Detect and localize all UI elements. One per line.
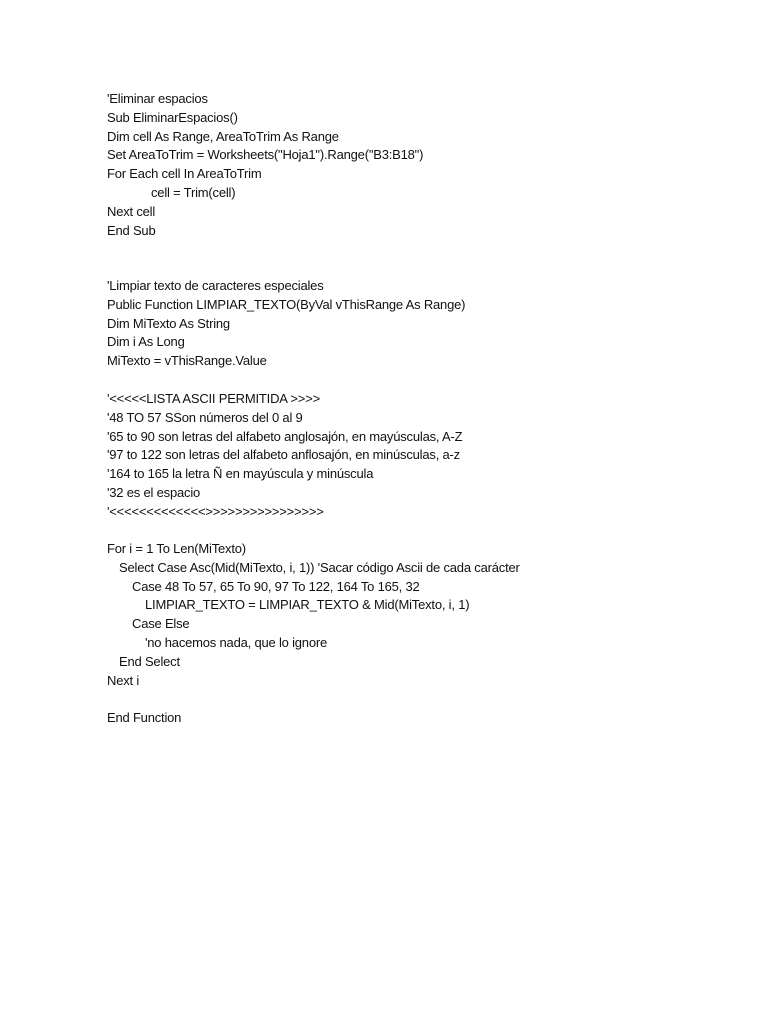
end-select-statement: End Select bbox=[119, 653, 180, 669]
end-function-statement: End Function bbox=[107, 710, 182, 725]
code-limpiar-texto-header bbox=[107, 277, 465, 371]
next-statement: Next i bbox=[107, 672, 140, 688]
comment-line: '<<<<<<<<<<<<<>>>>>>>>>>>>>>>> bbox=[107, 503, 324, 519]
comment-line: 'Limpiar texto de caracteres especiales bbox=[107, 278, 324, 293]
next-statement: Next cell bbox=[107, 203, 156, 219]
case-else-statement: Case Else bbox=[132, 616, 190, 632]
end-sub-statement: End Sub bbox=[107, 222, 156, 238]
comment-line: '<<<<<LISTA ASCII PERMITIDA >>>> bbox=[107, 391, 320, 406]
for-each-statement: For Each cell In AreaToTrim bbox=[107, 166, 262, 182]
comment-line: '164 to 165 la letra Ñ en mayúscula y minúscula bbox=[107, 466, 374, 482]
set-statement: Set AreaToTrim = Worksheets("Hoja1").Range("B3:B18") bbox=[107, 147, 424, 163]
function-declaration: Public Function LIMPIAR_TEXTO(ByVal vThisRange As Range) bbox=[107, 296, 466, 312]
dim-statement: Dim cell As Range, AreaToTrim As Range bbox=[107, 128, 339, 144]
assignment-statement: MiTexto = vThisRange.Value bbox=[107, 353, 267, 369]
code-ascii-comments bbox=[107, 390, 462, 522]
dim-statement: Dim MiTexto As String bbox=[107, 315, 230, 331]
case-statement: Case 48 To 57, 65 To 90, 97 To 122, 164 To 165, 32 bbox=[132, 578, 420, 594]
dim-statement: Dim i As Long bbox=[107, 334, 185, 350]
sub-declaration: Sub EliminarEspacios() bbox=[107, 109, 238, 125]
assignment-statement: LIMPIAR_TEXTO = LIMPIAR_TEXTO & Mid(MiTexto, i, 1) bbox=[145, 597, 470, 613]
comment-line: '97 to 122 son letras del alfabeto anflosajón, en minúsculas, a-z bbox=[107, 447, 460, 463]
comment-line: '65 to 90 son letras del alfabeto anglosajón, en mayúsculas, A-Z bbox=[107, 428, 463, 444]
trim-assignment: cell = Trim(cell) bbox=[151, 184, 236, 200]
comment-line: 'Eliminar espacios bbox=[107, 91, 208, 106]
code-loop bbox=[107, 540, 520, 690]
code-footer bbox=[107, 709, 181, 728]
for-statement: For i = 1 To Len(MiTexto) bbox=[107, 541, 246, 556]
select-case-statement: Select Case Asc(Mid(MiTexto, i, 1)) 'Sacar código Ascii de cada carácter bbox=[119, 559, 520, 575]
code-eliminar-espacios bbox=[107, 90, 423, 240]
comment-line: '48 TO 57 SSon números del 0 al 9 bbox=[107, 409, 303, 425]
comment-line: '32 es el espacio bbox=[107, 484, 201, 500]
comment-line: 'no hacemos nada, que lo ignore bbox=[145, 634, 328, 650]
